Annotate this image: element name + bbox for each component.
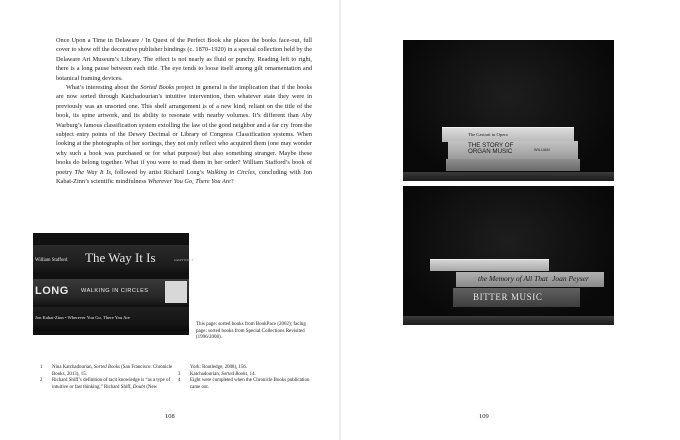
text-run: Katchadourian, [190,371,222,377]
book-title: The Castrati in Opera [468,132,508,137]
body-paragraph [56,36,312,83]
book-castrati-in-opera [442,127,574,142]
book-title-ref: The Way It Is [74,168,111,176]
book-top [430,259,549,271]
footnote-text [190,372,256,379]
body-paragraph [56,83,312,186]
footnotes-column-2 [178,365,318,391]
footnote-number: 1 [40,365,43,370]
footnote-number: 3 [178,371,181,377]
photo-sorted-books-top [403,40,614,181]
table-surface [403,316,614,325]
spine-author: William Stafford [35,258,68,263]
footnote [178,365,318,372]
footnote-number: 4 [178,378,181,384]
book-title-ref: Wherever You Go, There You Are [147,178,231,186]
book-spine-stafford [33,245,194,275]
book-title-ref: Walking in Circles [206,168,255,176]
text-run: , 14. [247,371,256,377]
book-spine-long [33,279,189,305]
text-run: ? [230,178,234,186]
text-run: Sorted Books [93,365,120,370]
text-run: , concluding with Jon Kabat-Zinn’s scientific mindfulness [56,168,313,186]
book-spine-kabat-zinn [33,307,189,331]
book-bitter-music [453,288,580,307]
spine-publisher-block [165,281,187,303]
photo-sorted-books-bottom [403,186,614,325]
text-run: Richard Shiff’s definition of tacit knowledge is “as a type of intuitive or fast thinking.” Richard Shiff, [52,378,171,390]
page-number-left: 108 [165,413,175,420]
book-title-ref: Sorted Books [140,84,175,92]
footnote-number [178,365,190,372]
book-title: THE STORY OF ORGAN MUSIC [468,142,514,156]
footnote-text [190,365,247,372]
footnote [178,378,318,391]
book-title: the Memory of All That [478,274,548,283]
text-run: Once Upon a Time in Delaware / In Quest of the Perfect Book she places the books face-out, full cover to show off the decorative publisher bindings (c. 1870–1920) in a special collection held by the Delaware Art Museum’s Library. The effect is not nearly as fluid or punchy. Reading left to right, there is a long pause between each title. The eye tends to loose itself among gilt ornamentation and botanical framing devices. [56,37,312,82]
book-title: BITTER MUSIC [473,292,543,302]
spine-publisher: GRAYWOLF [174,258,194,262]
book-author: Joan Peyser [552,274,589,283]
footnote-text [52,365,180,378]
footnote-text [190,378,318,391]
table-surface [403,172,614,181]
page-number-right: 109 [479,413,489,420]
footnote-number: 2 [40,378,43,384]
footnote-text [52,378,180,391]
page-gutter [339,0,341,440]
photo-caption: This page: sorted books from BookPace (2002); facing page: sorted books from Special Collections Revisited (1996/2008). [196,322,306,341]
text-run: project in general is the implication that if the books are now sorted through Katchadourian’s intuitive intervention, then whatever state they were in previously was an unsorted one. This shelf arrangement is of a new kind, reliant on the title of the book, its spine artwork, and its ability to resonate with nearby volumes. It’s different than Aby Warburg’s famous classification system extolling the law of the good neighbor and a far cry from the subject entry points of the Dewey Decimal or Library of Congress Classification systems. When looking at the photographs of her sortings, they not only reflect who acquired them (one may wonder why such a book was purchased or for what purpose) but also something stranger. Maybe these books do belong together. What if you were to read them in her order? William Stafford’s book of poetry [56,84,312,176]
book-bottom [446,159,580,171]
text-run: York: Routledge, 2008), 156. [190,365,248,370]
spine-title: WALKING IN CIRCLES [81,288,149,294]
spine-text: Jon Kabat-Zinn • Wherever You Go, There You Are [35,315,130,320]
text-run: (San Francisco: Chronicle Books, 2013), 15. [52,365,173,377]
book-author: WILLIAM [534,148,550,152]
text-run: Sorted Books [221,371,248,377]
text-run: Doubt [132,384,146,390]
book-story-of-organ-music [448,141,578,159]
book-memory-of-all-that [456,272,604,287]
footnote [40,378,180,391]
photo-sorted-books-bookpace [33,233,194,335]
text-run: (New [145,384,158,390]
text-run: Nina Katchadourian, [52,365,94,370]
body-text [56,36,312,187]
text-run: Eight were completed when the Chronicle Books publication came out. [190,378,310,390]
footnotes-column-1 [40,365,180,391]
spine-title: The Way It Is [85,250,156,265]
text-run: , followed by artist Richard Long’s [110,168,207,176]
text-run: What’s interesting about the [66,84,141,92]
spine-author: LONG [35,285,69,297]
footnote [178,372,318,379]
footnote [40,365,180,378]
